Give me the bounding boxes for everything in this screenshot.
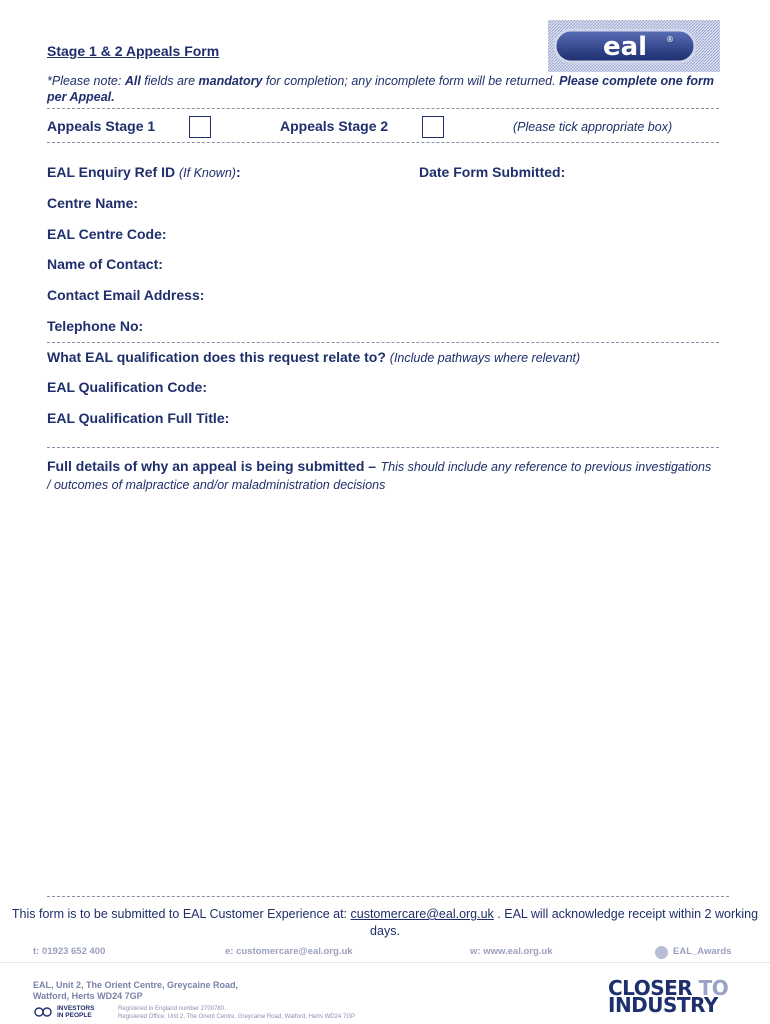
note-rest: for completion; any incomplete form will be returned. [262,74,560,88]
twitter-icon [655,946,668,959]
stage2-checkbox[interactable] [422,116,444,138]
qualification-code-field[interactable]: EAL Qualification Code: [47,379,207,395]
customercare-email-link[interactable]: customercare@eal.org.uk [350,907,494,921]
enquiry-ref-hint: (If Known) [178,166,236,180]
footer-email[interactable]: e: customercare@eal.org.uk [225,946,353,957]
divider [47,342,719,343]
enquiry-ref-colon: : [235,164,241,180]
registered-line-2: Registered Office: Unit 2, The Orient Centre, Greycaine Road, Watford, Herts WD24 7GP [118,1014,355,1020]
enquiry-ref-label: EAL Enquiry Ref ID [47,164,176,180]
note-fields: fields are [140,74,199,88]
submission-text-before: This form is to be submitted to EAL Customer Experience at: [11,907,351,921]
divider [47,896,729,897]
form-title: Stage 1 & 2 Appeals Form [47,43,220,59]
svg-text:®: ® [666,35,674,44]
footer-address [33,980,238,1002]
svg-text:eal: eal [602,32,648,62]
stage2-label: Appeals Stage 2 [280,118,389,134]
address-line-2: Watford, Herts WD24 7GP [33,991,143,1001]
divider [47,108,719,109]
contact-email-field[interactable]: Contact Email Address: [47,287,205,303]
mandatory-note [47,73,717,105]
centre-name-field[interactable]: Centre Name: [47,195,139,211]
appeal-details-hint: This should include any reference to previous investigations / outcomes of malpractice and/or maladministration decisions [47,460,712,492]
divider [47,447,719,448]
submission-text-after: . EAL will acknowledge receipt within 2 working days. [370,907,759,938]
tick-hint: (Please tick appropriate box) [513,120,673,134]
investors-in-people-icon [33,1005,55,1019]
telephone-field[interactable]: Telephone No: [47,318,144,334]
industry-word: INDUSTRY [608,993,718,1017]
date-submitted-field[interactable]: Date Form Submitted: [419,164,566,180]
note-all: All [124,74,141,88]
divider [47,142,719,143]
eal-logo [548,20,720,72]
appeal-details-heading: Full details of why an appeal is being submitted – [47,458,377,474]
footer-twitter[interactable]: EAL_Awards [673,946,732,957]
iip-line-1: INVESTORS [57,1005,95,1012]
note-prefix: *Please note: [47,74,125,88]
appeal-details-section[interactable] [47,458,717,494]
enquiry-ref-field[interactable] [47,164,241,180]
address-line-1: EAL, Unit 2, The Orient Centre, Greycaine Road, [33,980,239,990]
closer-to-industry-logo [608,976,729,1017]
stage1-checkbox[interactable] [189,116,211,138]
note-complete: Please complete one form per Appeal. [47,74,714,104]
investors-in-people-logo [57,1005,94,1019]
registered-line-1: Registered in England number 2700780. [118,1006,226,1012]
footer-rule [0,962,770,963]
qualification-question [47,349,580,365]
iip-line-2: IN PEOPLE [57,1012,92,1019]
registration-text [118,1005,355,1021]
qualification-question-hint: (Include pathways where relevant) [389,351,581,365]
centre-code-field[interactable]: EAL Centre Code: [47,226,167,242]
closer-word: CLOSER [608,976,693,1000]
stage1-label: Appeals Stage 1 [47,118,156,134]
footer-web[interactable]: w: www.eal.org.uk [470,946,553,957]
note-mandatory: mandatory [198,74,263,88]
footer-phone: t: 01923 652 400 [33,946,106,957]
to-word: TO [698,976,729,1000]
qualification-question-text: What EAL qualification does this request relate to? [47,349,386,365]
qualification-title-field[interactable]: EAL Qualification Full Title: [47,410,230,426]
submission-note [0,906,770,940]
contact-name-field[interactable]: Name of Contact: [47,256,163,272]
